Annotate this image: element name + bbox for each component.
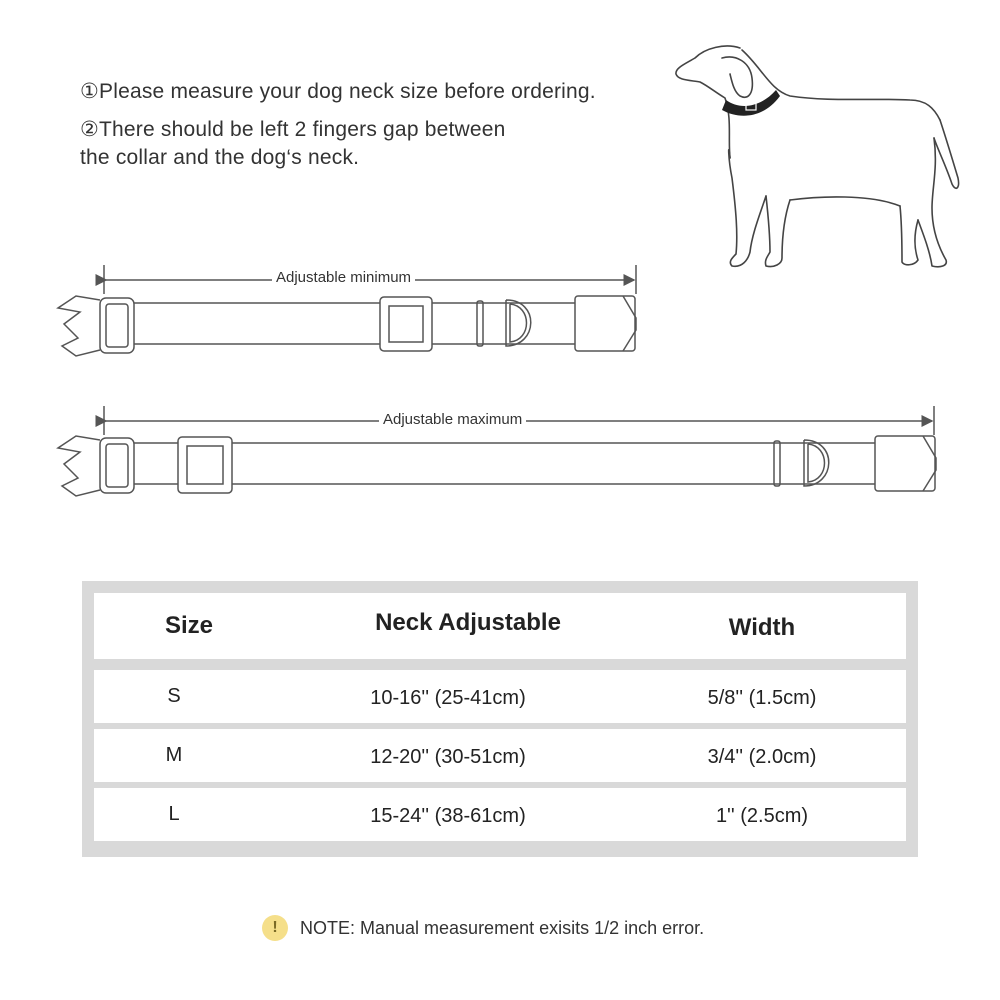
- note-text: NOTE: Manual measurement exisits 1/2 inch error.: [300, 917, 705, 938]
- table-row: [94, 788, 906, 841]
- cell-width: 5/8'' (1.5cm): [707, 687, 817, 709]
- table-header-row: [94, 593, 906, 659]
- label-adjustable-minimum: Adjustable minimum: [272, 269, 415, 286]
- cell-size: M: [165, 744, 183, 766]
- cell-size: L: [168, 803, 180, 825]
- cell-neck: 10-16'' (25-41cm): [370, 687, 526, 709]
- header-width: Width: [728, 614, 796, 641]
- cell-size: S: [167, 685, 181, 707]
- measurement-note: [262, 915, 704, 941]
- cell-width: 3/4'' (2.0cm): [707, 746, 817, 768]
- label-adjustable-maximum: Adjustable maximum: [379, 411, 526, 428]
- exclamation-icon: !: [262, 915, 288, 941]
- header-size: Size: [164, 612, 214, 639]
- table-row: [94, 729, 906, 782]
- cell-neck: 15-24'' (38-61cm): [370, 805, 526, 827]
- instruction-gap: ②There should be left 2 fingers gap between: [80, 118, 506, 141]
- instruction-measure: ①Please measure your dog neck size before ordering.: [80, 80, 596, 103]
- size-table: [82, 581, 918, 857]
- instruction-gap-continued: the collar and the dog‘s neck.: [80, 146, 360, 169]
- table-row: [94, 670, 906, 723]
- cell-neck: 12-20'' (30-51cm): [370, 746, 526, 768]
- header-neck-adjustable: Neck Adjustable: [375, 609, 561, 636]
- cell-width: 1'' (2.5cm): [715, 805, 809, 827]
